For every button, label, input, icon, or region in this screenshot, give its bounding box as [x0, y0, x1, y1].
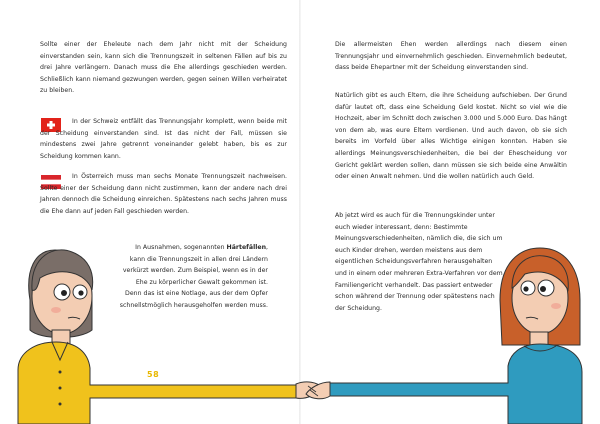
woman-figure — [325, 248, 582, 424]
page-number: 58 — [147, 370, 160, 379]
left-paragraph-1: Sollte einer der Eheleute nach dem Jahr nicht mit der Scheidung einverstanden sein, kann sich die Trennungszeit in seltenen Fällen auf bis zu drei Jahre verlängern. Danach muss die Ehe allerdings geschieden werden. Schließlich kann niemand gezwungen werden, gegen seinen Willen verheiratet zu bleiben. — [40, 41, 287, 95]
handshake — [296, 382, 330, 399]
paragraph-switzerland: In der Schweiz entfällt das Trennungsjahr komplett, wenn beide mit der Scheidung einverstanden sind. Ist das nicht der Fall, müssen sie mindestens zwei Jahre getrennt voneinander gelebt haben, bis es zur Scheidung kommen kann. — [40, 118, 287, 160]
paragraph-hardship-cases: In Ausnahmen, sogenannten Härtefällen, kann die Trennungszeit in allen drei Ländern verkürzt werden. Zum Beispiel, wenn es in der Ehe zu körperlicher Gewalt gekommen ist. Denn das ist eine Notlage, aus der dem Opfer schnellstmöglich herausgeholfen werden muss. — [119, 244, 268, 309]
paragraph-austria: In Österreich muss man sechs Monate Trennungszeit nachweisen. Sollte einer der Scheidung dann nicht zustimmen, kann der andere nach drei Jahren dennoch die Scheidung einreichen. Spätestens nach sechs Jahren muss die Ehe dann auf jeden Fall geschieden werden. — [40, 173, 287, 215]
right-paragraph-3: Ab jetzt wird es auch für die Trennungskinder unter euch wieder interessant, denn: Bestimmte Meinungsverschiedenheiten, nämlich die, die sich um euch Kinder drehen, werden meistens aus dem eigentlichen Scheidungsverfahren herausgehalten und in einem oder mehreren Extra-Verfahren vor dem Familiengericht verhandelt. Das passiert entweder schon während der Trennung oder spätestens nach der Scheidung. — [335, 212, 503, 312]
man-figure — [18, 250, 300, 424]
keyword-hardship: Härtefällen — [226, 244, 266, 251]
right-paragraph-1: Die allermeisten Ehen werden allerdings nach diesem einen Trennungsjahr und einvernehmlich geschieden. Einvernehmlich bedeutet, dass beide Ehepartner mit der Scheidung einverstanden sind. — [335, 41, 567, 72]
right-paragraph-2: Natürlich gibt es auch Eltern, die ihre Scheidung aufschieben. Der Grund dafür lautet oft, dass eine Scheidung Geld kostet. Nicht so viel wie die Hochzeit, aber im Schnitt doch zwischen 3.000 und 5.000 Euro. Das hängt von dem ab, was eure Eltern verdienen. Und auch davon, ob sie sich bereits im Vorfeld über alles Wichtige einigen konnten. Haben sie allerdings Meinungsverschiedenheiten, die bei der Ehescheidung vor Gericht geklärt werden sollen, dann müssen sie sich beide eine Anwältin oder einen Anwalt nehmen. Und die wollen natürlich auch Geld. — [335, 92, 567, 181]
